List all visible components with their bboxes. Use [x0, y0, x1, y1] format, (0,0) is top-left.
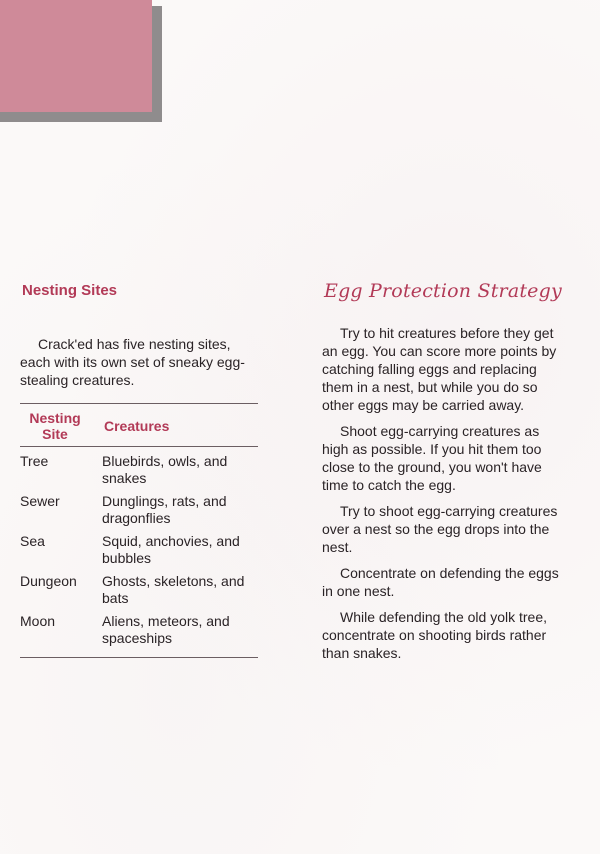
strategy-paragraph: Try to hit creatures before they get an egg. You can score more points by catching falling eggs and replacing them in a nest, but while you do so other eggs may be carried away.	[322, 325, 557, 413]
site-cell: Tree	[20, 453, 49, 469]
table-row	[20, 487, 258, 527]
site-cell: Sea	[20, 533, 45, 549]
corner-shadow-bottom	[0, 112, 162, 122]
egg-strategy-section	[322, 280, 562, 670]
site-cell: Sewer	[20, 493, 60, 509]
strategy-paragraph: Try to shoot egg-carrying creatures over a nest so the egg drops into the nest.	[322, 503, 558, 555]
strategy-paragraph: Shoot egg-carrying creatures as high as possible. If you hit them too close to the ground, you won't have time to catch the egg.	[322, 423, 542, 493]
table-row	[20, 527, 258, 567]
nesting-sites-section	[20, 280, 260, 658]
strategy-paragraph: Concentrate on defending the eggs in one nest.	[322, 565, 559, 599]
corner-color-block	[0, 0, 152, 112]
header-nesting-site: Nesting Site	[29, 410, 81, 442]
nesting-sites-intro: Crack'ed has five nesting sites, each with its own set of sneaky egg-stealing creatures.	[20, 336, 245, 388]
egg-strategy-heading: Egg Protection Strategy	[324, 280, 562, 302]
table-row	[20, 447, 258, 487]
nesting-sites-table	[20, 403, 258, 658]
creatures-cell: Aliens, meteors, and spaceships	[102, 613, 230, 646]
table-header-row	[20, 404, 258, 447]
creatures-cell: Ghosts, skeletons, and bats	[102, 573, 245, 606]
header-creatures: Creatures	[104, 418, 170, 434]
nesting-sites-heading: Nesting Sites	[22, 282, 118, 299]
corner-shadow-right	[152, 6, 162, 122]
site-cell: Moon	[20, 613, 56, 629]
creatures-cell: Squid, anchovies, and bubbles	[102, 533, 240, 566]
creatures-cell: Dunglings, rats, and dragonflies	[102, 493, 227, 526]
strategy-paragraph: While defending the old yolk tree, concentrate on shooting birds rather than snakes.	[322, 609, 548, 661]
table-row	[20, 607, 258, 657]
table-row	[20, 567, 258, 607]
creatures-cell: Bluebirds, owls, and snakes	[102, 453, 228, 486]
site-cell: Dungeon	[20, 573, 77, 589]
